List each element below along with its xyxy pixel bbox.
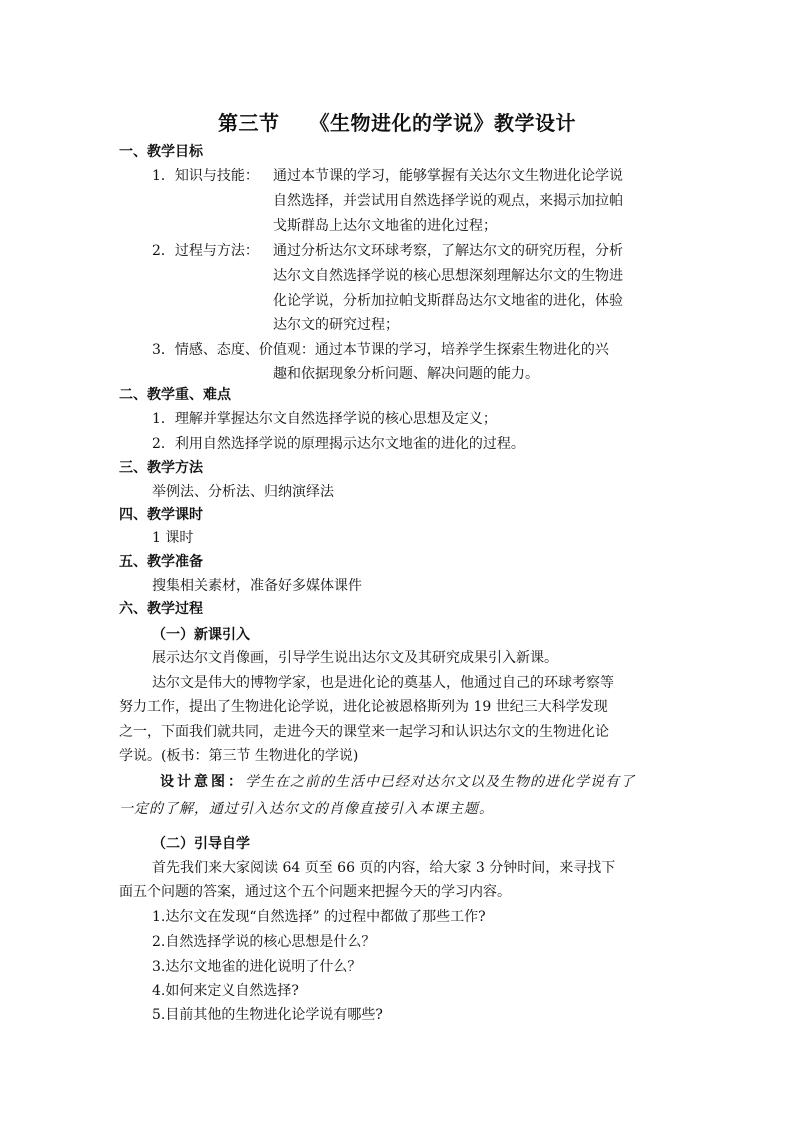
objective-2-line-1: 通过分析达尔文环球考察，了解达尔文的研究历程，分析 [273,243,623,259]
objective-2-line-3: 化论学说，分析加拉帕戈斯群岛达尔文地雀的进化，体验 [273,293,623,309]
paragraph-darwin-line-2: 努力工作，提出了生物进化论学说，进化论被恩格斯列为 19 世纪三大科学发现 [119,699,608,715]
question-1: 1.达尔文在发现“自然选择” 的过程中都做了那些工作? [152,909,486,925]
objective-2-line-4: 达尔文的研究过程； [273,317,399,333]
preparation-text: 搜集相关素材，准备好多媒体课件 [152,578,362,594]
title-text: 《生物进化的学说》教学设计 [309,111,576,135]
objective-1-line-1: 通过本节课的学习，能够掌握有关达尔文生物进化论学说 [273,168,623,184]
section-heading-key-points: 二、教学重、难点 [119,387,231,403]
subsection-guided-study: （二）引导自学 [152,836,250,852]
class-hours-text: 1 课时 [152,530,194,546]
section-heading-process: 六、教学过程 [119,601,203,617]
design-intent-text-1: 学生在之前的生活中已经对达尔文以及生物的进化学说有了 [245,774,635,790]
paragraph-darwin-line-1: 达尔文是伟大的博物学家，也是进化论的奠基人，他通过自己的环球考察等 [152,675,614,691]
objective-1-line-2: 自然选择，并尝试用自然选择学说的观点，来揭示加拉帕 [273,193,623,209]
design-intent-line-1 [160,772,635,792]
objective-3-line-2: 趣和依据现象分析问题、解决问题的能力。 [273,366,539,382]
design-intent-line-2: 一定的了解，通过引入达尔文的肖像直接引入本课主题。 [119,801,494,817]
question-4: 4.如何来定义自然选择? [152,983,299,999]
objective-2-label: 2．过程与方法： [152,243,259,259]
question-3: 3.达尔文地雀的进化说明了什么？ [152,959,362,975]
objective-2-line-2: 达尔文自然选择学说的核心思想深刻理解达尔文的生物进 [273,268,623,284]
subsection-new-lesson: （一）新课引入 [152,627,250,643]
paragraph-reading-line-1: 首先我们来大家阅读 64 页至 66 页的内容，给大家 3 分钟时间，来寻找下 [152,860,616,876]
key-point-1: 1．理解并掌握达尔文自然选择学说的核心思想及定义； [152,411,497,427]
page-title [0,107,794,136]
key-point-2: 2．利用自然选择学说的原理揭示达尔文地雀的进化的过程。 [152,436,525,452]
question-5: 5.目前其他的生物进化论学说有哪些? [152,1007,383,1023]
section-heading-class-hours: 四、教学课时 [119,507,203,523]
section-heading-preparation: 五、教学准备 [119,554,203,570]
section-heading-objectives: 一、教学目标 [119,144,203,160]
design-intent-label: 设计意图： [160,774,245,790]
section-heading-methods: 三、教学方法 [119,460,203,476]
paragraph-portrait: 展示达尔文肖像画，引导学生说出达尔文及其研究成果引入新课。 [152,650,558,666]
question-2: 2.自然选择学说的核心思想是什么？ [152,934,376,950]
paragraph-reading-line-2: 面五个问题的答案，通过这个五个问题来把握今天的学习内容。 [119,884,511,900]
methods-text: 举例法、分析法、归纳演绎法 [152,484,334,500]
title-section: 第三节 [218,111,280,135]
objective-3-line-1: 3．情感、态度、价值观：通过本节课的学习，培养学生探索生物进化的兴 [152,342,609,358]
paragraph-darwin-line-3: 之一，下面我们就共同，走进今天的课堂来一起学习和认识达尔文的生物进化论 [119,724,609,740]
objective-1-line-3: 戈斯群岛上达尔文地雀的进化过程； [273,218,497,234]
objective-1-label: 1．知识与技能： [152,168,259,184]
paragraph-darwin-line-4: 学说。(板书：第三节 生物进化的学说) [119,748,359,764]
